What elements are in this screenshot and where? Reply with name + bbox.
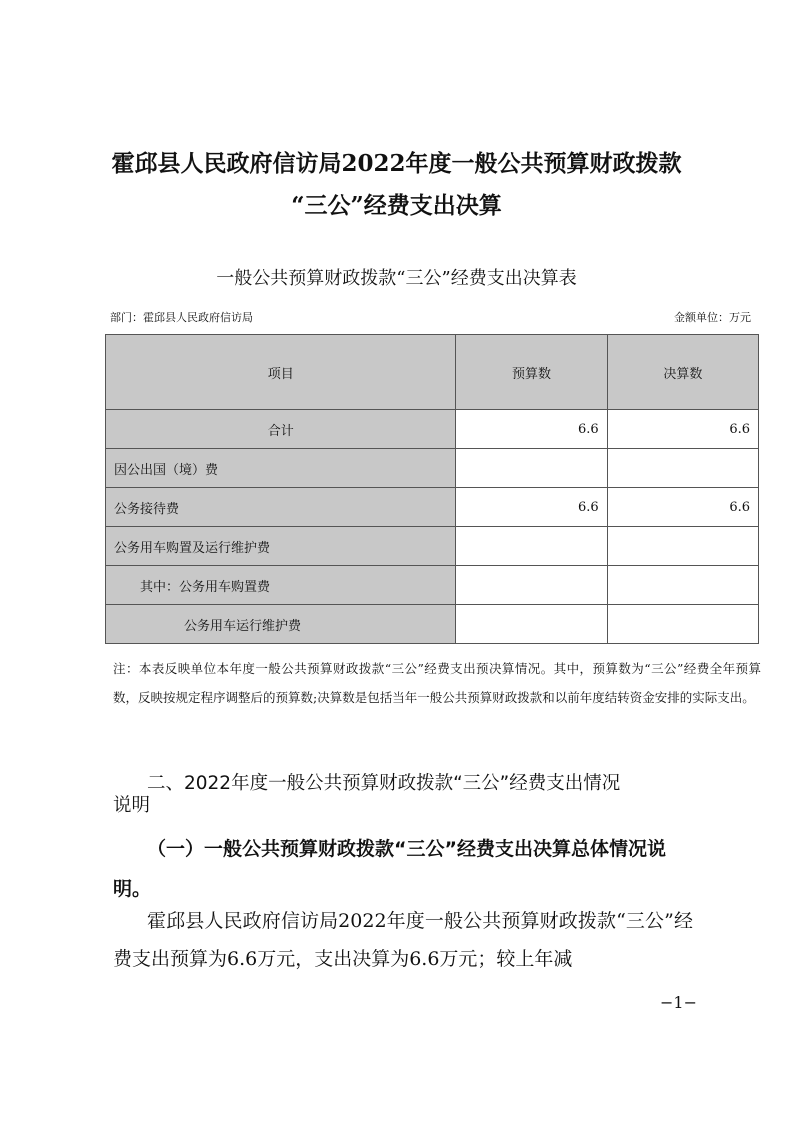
row-budget-vehicle-purchase bbox=[456, 566, 607, 605]
row-budget-reception: 6.6 bbox=[456, 488, 607, 527]
row-actual-reception: 6.6 bbox=[607, 488, 758, 527]
table-row bbox=[106, 605, 759, 644]
row-item-total: 合计 bbox=[106, 410, 456, 449]
row-item-vehicle-maintenance: 公务用车运行维护费 bbox=[106, 605, 456, 644]
row-actual-vehicle-maintenance bbox=[607, 605, 758, 644]
page-number: −1− bbox=[660, 993, 697, 1012]
body-paragraph bbox=[113, 902, 693, 978]
unit-label: 金额单位：万元 bbox=[674, 311, 751, 324]
section-heading bbox=[113, 773, 693, 817]
body-paragraph-text: 霍邱县人民政府信访局2022年度一般公共预算财政拨款“三公”经费支出预算为6.6万元，支出决算为6.6万元；较上年减 bbox=[113, 910, 693, 970]
table-note: 注：本表反映单位本年度一般公共预算财政拨款“三公”经费支出预决算情况。其中，预算数为“三公”经费全年预算数，反映按规定程序调整后的预算数;决算数是包括当年一般公共预算财政拨款和以前年度结转资金安排的实际支出。 bbox=[113, 661, 761, 705]
section-heading-line1: 二、2022年度一般公共预算财政拨款“三公”经费支出情况 bbox=[147, 773, 621, 794]
row-budget-vehicle bbox=[456, 527, 607, 566]
row-item-overseas: 因公出国（境）费 bbox=[106, 449, 456, 488]
row-item-reception: 公务接待费 bbox=[106, 488, 456, 527]
row-budget-total: 6.6 bbox=[456, 410, 607, 449]
subsection-heading bbox=[113, 829, 693, 909]
row-item-vehicle: 公务用车购置及运行维护费 bbox=[106, 527, 456, 566]
table-row bbox=[106, 410, 759, 449]
header-actual: 决算数 bbox=[607, 335, 758, 410]
header-budget: 预算数 bbox=[456, 335, 607, 410]
table-row bbox=[106, 527, 759, 566]
document-title-line1: 霍邱县人民政府信访局2022年度一般公共预算财政拨款 bbox=[111, 150, 682, 177]
table-title: 一般公共预算财政拨款“三公”经费支出决算表 bbox=[216, 268, 577, 289]
document-title-line2: “三公”经费支出决算 bbox=[291, 192, 502, 219]
row-actual-vehicle bbox=[607, 527, 758, 566]
header-item: 项目 bbox=[106, 335, 456, 410]
row-actual-total: 6.6 bbox=[607, 410, 758, 449]
row-actual-overseas bbox=[607, 449, 758, 488]
department-label: 部门：霍邱县人民政府信访局 bbox=[110, 311, 253, 324]
budget-table bbox=[105, 334, 759, 644]
row-budget-vehicle-maintenance bbox=[456, 605, 607, 644]
table-row bbox=[106, 488, 759, 527]
row-item-vehicle-purchase: 其中：公务用车购置费 bbox=[106, 566, 456, 605]
row-actual-vehicle-purchase bbox=[607, 566, 758, 605]
subsection-heading-text: （一）一般公共预算财政拨款“三公”经费支出决算总体情况说明。 bbox=[113, 838, 666, 900]
section-heading-line2: 说明 bbox=[113, 795, 151, 816]
table-header-row bbox=[106, 335, 759, 410]
table-row bbox=[106, 566, 759, 605]
table-row bbox=[106, 449, 759, 488]
row-budget-overseas bbox=[456, 449, 607, 488]
